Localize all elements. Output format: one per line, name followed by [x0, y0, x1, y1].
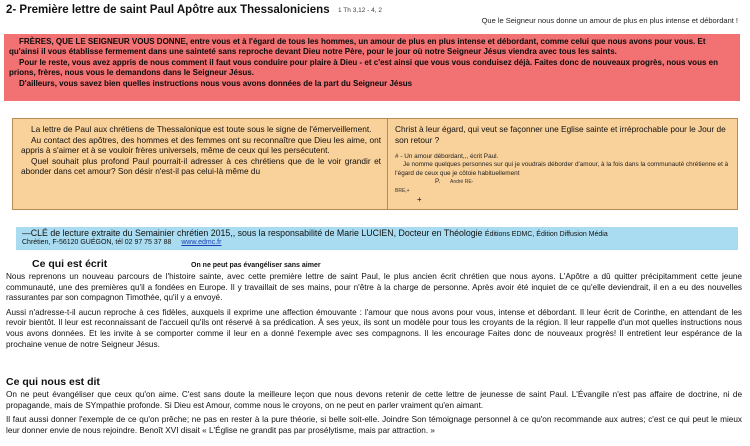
reflection-note	[395, 153, 733, 195]
credit-publisher: Éditions EDMC, Édition Diffusion Média	[484, 231, 608, 238]
note-signature-name: André RE-	[450, 179, 474, 186]
note-signature-p: P.	[435, 178, 441, 186]
credit-text: —CLÉ de lecture extraite du Semainier chrétien 2015,, sous la responsabilité de Marie LUCIEN, Docteur en Théologie	[22, 228, 483, 238]
credit-line-2	[22, 239, 732, 246]
publisher-link[interactable]: www.edmc.fr	[181, 239, 222, 246]
commentary-para-1: La lettre de Paul aux chrétiens de Thessalonique est toute sous le signe de l'émerveillement.	[31, 124, 372, 134]
commentary-para-2: Au contact des apôtres, des hommes et des femmes ont su reconnaître que Dieu les aime, ont appris à s'aimer et à se vouloir frères universels, même de ceux qui les persécutent.	[21, 134, 381, 155]
scripture-para-1: FRÈRES, QUE LE SEIGNEUR VOUS DONNE, entre vous et à l'égard de tous les hommes, un amour de plus en plus intense et débordant, comme celui que nous avons pour vous. Et qu'ainsi il vous établisse fermement dans une sainteté sans reproche devant Dieu notre Père, pour le jour où notre Seigneur Jésus viendra avec tous les saints.	[9, 37, 706, 57]
commentary-para-3: Quel souhait plus profond Paul pourrait-il adresser à ces chrétiens que de le voir grandir et abonder dans cet amour? Son désir n'est-il pas celui-là même du	[21, 155, 381, 176]
page-subtitle: Que le Seigneur nous donne un amour de plus en plus intense et débordant !	[481, 16, 738, 25]
scripture-box	[4, 34, 740, 101]
page-title: 2- Première lettre de saint Paul Apôtre aux Thessaloniciens	[6, 4, 330, 16]
plus-mark: +	[417, 195, 422, 205]
section-2-body	[6, 390, 742, 440]
scripture-para-2: Pour le reste, vous avez appris de nous comment il faut vous conduire pour plaire à Dieu - et c'est ainsi que vous vous conduisez déjà. Faites donc de nouveaux progrès, nous vous en prions, frères, nous vous le demandons dans le Seigneur Jésus.	[9, 57, 718, 78]
column-divider	[387, 119, 388, 209]
commentary-right-column	[395, 124, 733, 206]
section-2-para-1: On ne peut évangéliser que ceux qu'on aime. C'est sans doute la meilleure leçon que nous devons retenir de cette lettre de jeunesse de saint Paul. L'Évangile n'est pas affaire de doctrine, ni de propagande, mais de SYmpathie profonde. Si Dieu est Amour, comme nous le croyons, on ne peut en parler vraiment qu'en aimant.	[6, 390, 742, 410]
credit-line-1	[22, 228, 732, 238]
reflection-note-text: Je nomme quelques personnes sur qui je voudrais déborder d'amour, à la fois dans la communauté chrétienne et à l'égard de ceux que je côtoie habituellement	[395, 161, 729, 177]
note-signature-rest: BRE,+	[395, 187, 410, 194]
scripture-para-3: D'ailleurs, vous savez bien quelles instructions nous vous avons données de la part du Seigneur Jésus	[19, 78, 413, 88]
section-1-body	[6, 272, 742, 354]
credit-box	[16, 227, 738, 250]
commentary-para-4: Christ à leur égard, qui veut se façonner une Eglise sainte et irréprochable pour le Jour de son retour ?	[395, 124, 726, 145]
section-1-para-1: Nous reprenons un nouveau parcours de l'histoire sainte, avec cette première lettre de saint Paul, le plus ancien écrit chrétien que nous ayons. L'Apôtre a dû quitter précipitamment cette jeune communauté, une des premières qu'il a fondées en Europe. Il y travaillait de ses mains, pour n'être à la charge de personne. Après avoir été inquiet de ce qu'elle deviendrait, il en a eu des nouvelles rassurantes par son compagnon Timothée, qu'il y a envoyé.	[6, 272, 742, 303]
credit-address: Chrétien, F-56120 GUÉGON, tél 02 97 75 37 88	[22, 239, 172, 246]
section-2-para-2: Il faut aussi donner l'exemple de ce qu'on prêche; ne pas en rester à la pure théorie, si belle soit-elle. Joindre Son témoignage personnel à ce qu'on recommande aux autres; c'est ce qui peut le mieux leur donner envie de nous rejoindre. Benoît XVI disait « L'Église ne grandit pas par prosélytisme, mais par attraction. »	[6, 415, 742, 435]
section-1-para-2: Aussi n'adresse-t-il aucun reproche à ces fidèles, auxquels il exprime une affection émouvante : l'amour que nous avons pour vous, intense et débordant. Il leur écrit de Corinthe, en attendant de les revoir bientôt. Il leur est reconnaissant de l'accueil qu'ils ont réservé à sa prédication. À ses yeux, ils sont un modèle pour tous les croyants de la région. Il leur rappelle d'un mot quelles instructions nous vous avons données. Et les invite à se comporter comme il leur en a donné l'exemple avec ses compagnons. Il les encourage Faites donc de nouveaux progrès! Il entretient leur espérance de la prochaine venue de notre Seigneur Jésus.	[6, 307, 742, 349]
scripture-reference: 1 Th 3,12 - 4, 2	[338, 7, 382, 14]
section-heading-written: Ce qui est écrit	[32, 258, 108, 270]
reflection-note-title: # - Un amour débordant,,, écrit Paul.	[395, 153, 499, 160]
section-heading-said: Ce qui nous est dit	[6, 376, 100, 388]
commentary-left-column	[21, 124, 381, 177]
section-note: On ne peut pas évangéliser sans aimer	[191, 262, 321, 269]
commentary-box	[12, 118, 738, 210]
